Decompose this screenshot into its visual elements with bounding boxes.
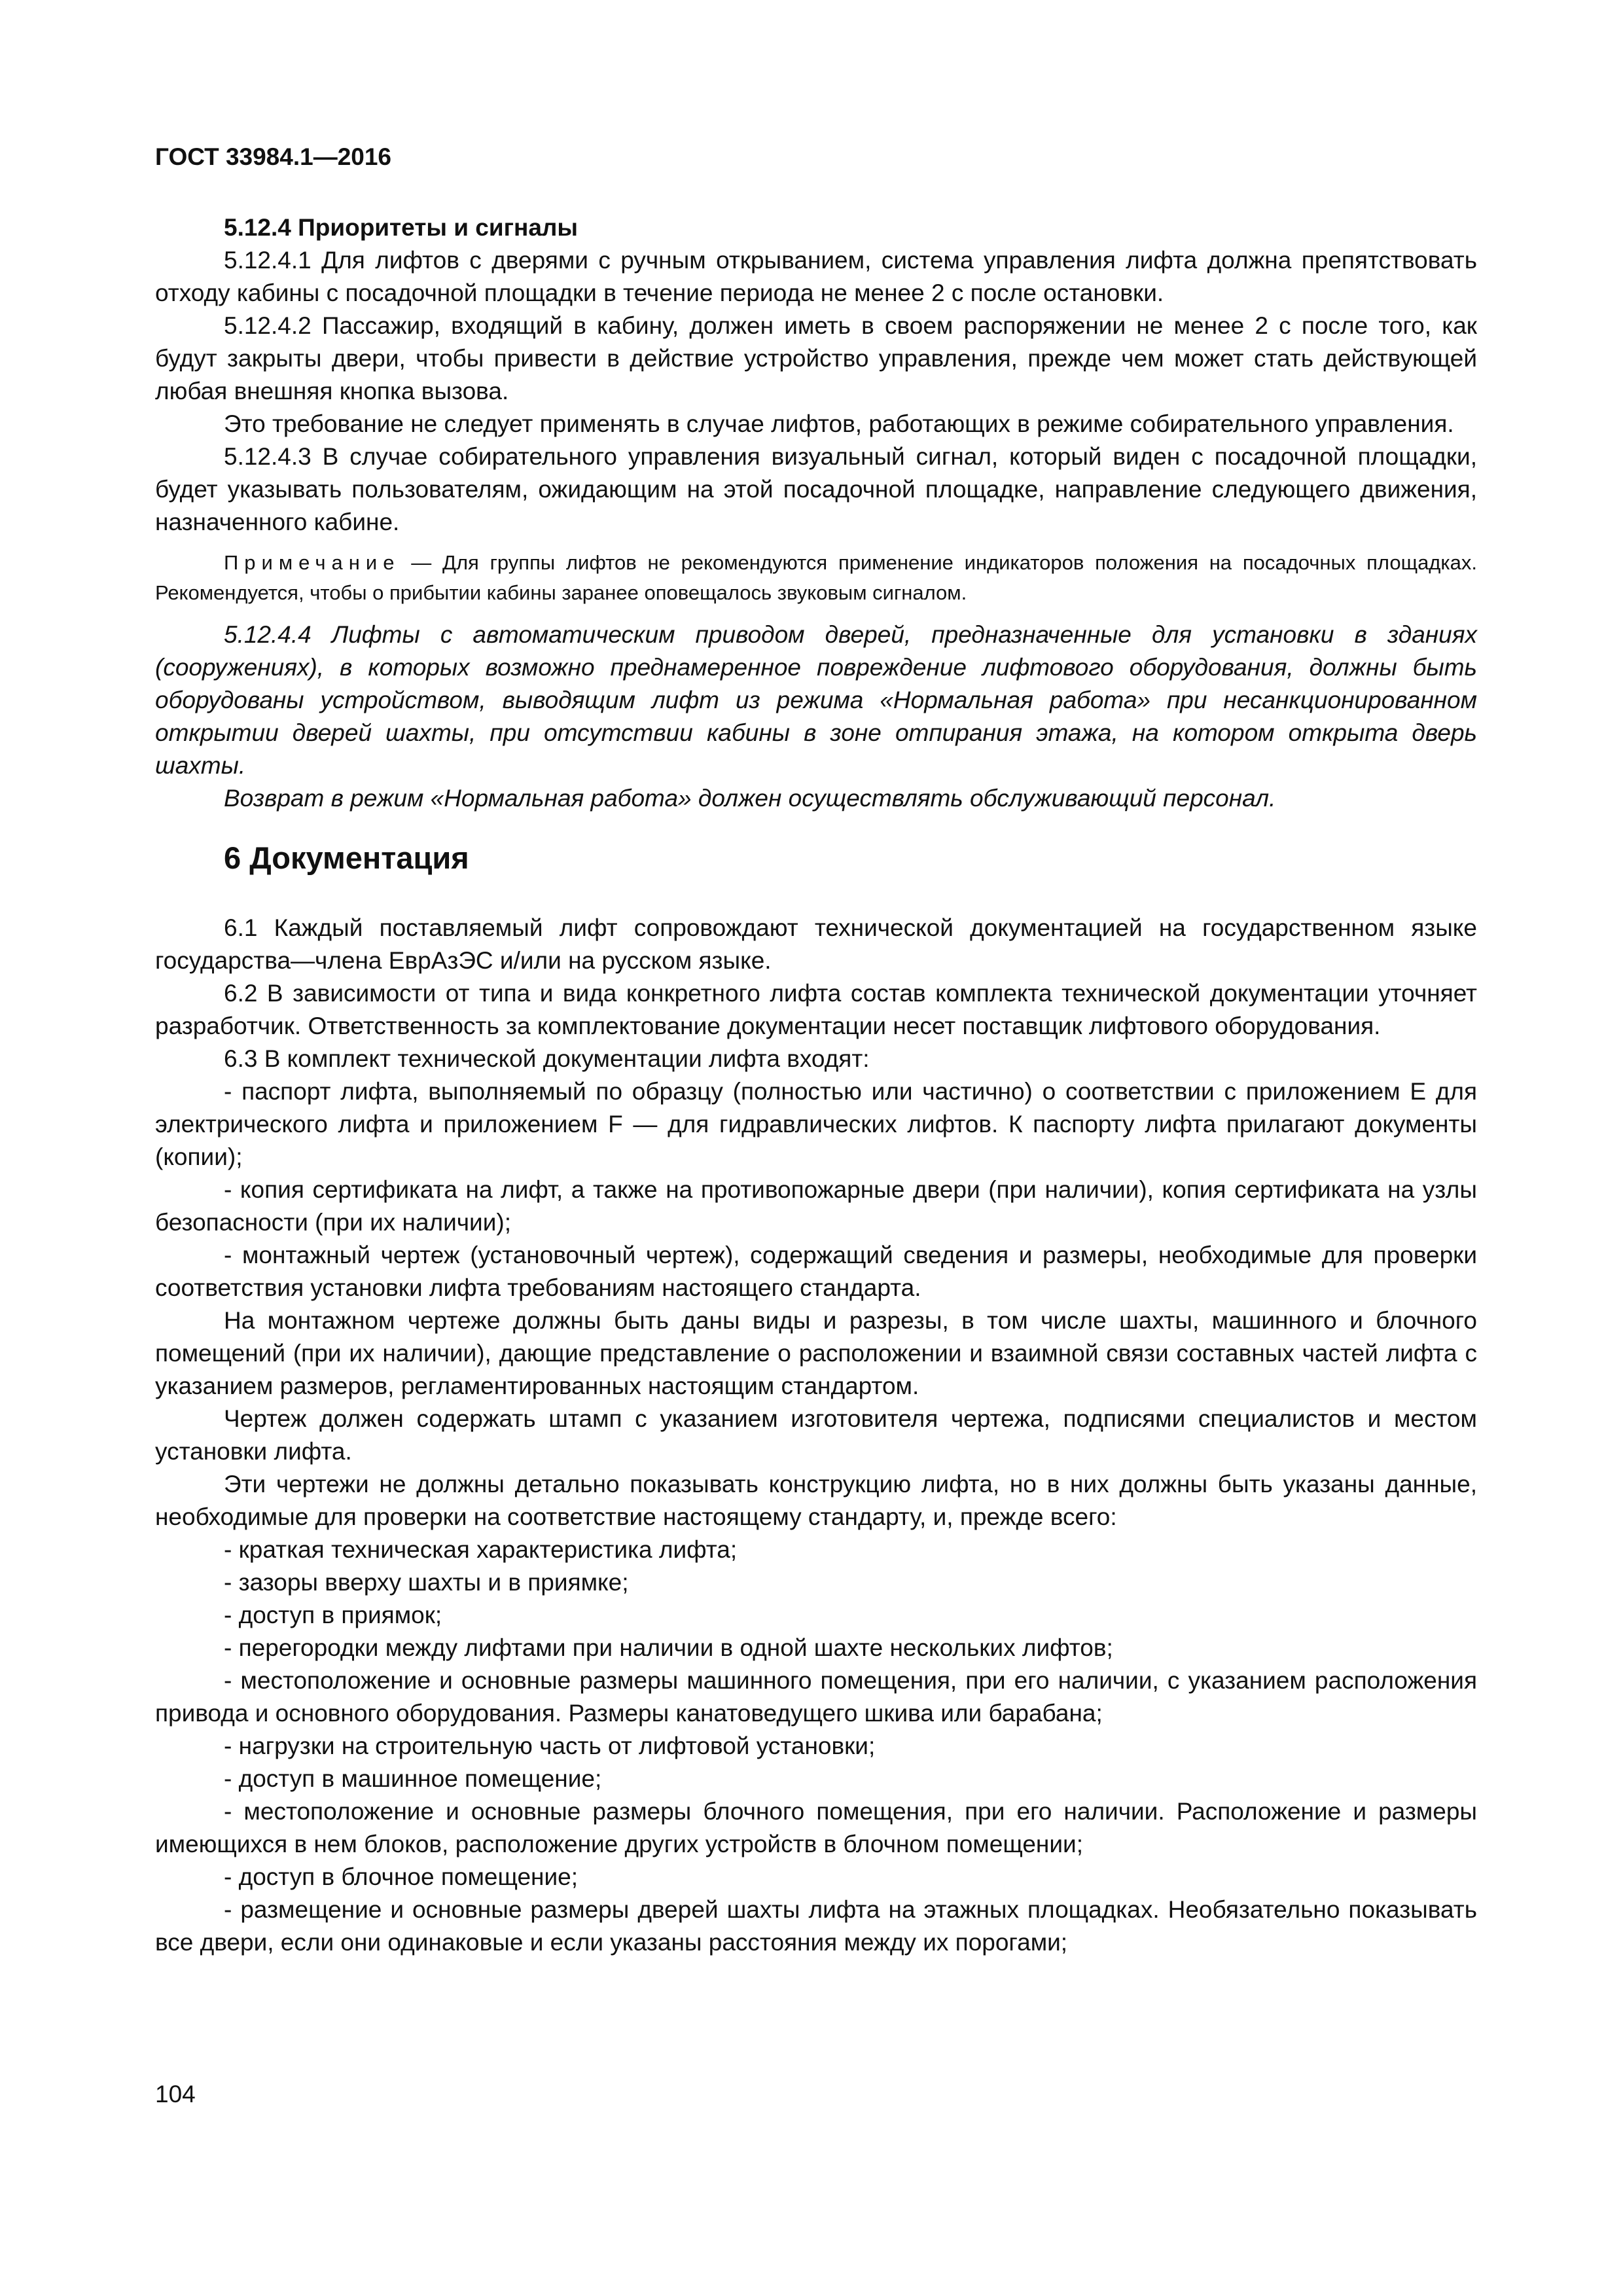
paragraph-5-12-4-3: 5.12.4.3 В случае собирательного управления визуальный сигнал, который виден с посадочной площадки, будет указывать пользователям, ожидающим на этой посадочной площадке, направление следующего движения, назначенного кабине. <box>155 443 1477 535</box>
paragraph-5-12-4-4: 5.12.4.4 Лифты с автоматическим приводом дверей, предназначенные для установки в зданиях (сооружениях), в которых возможно преднамеренное повреждение лифтового оборудования, должны быть оборудованы устройством, выводящим лифт из режима «Нормальная работа» при несанкционированном открытии дверей шахты, при отсутствии кабины в зоне отпирания этажа, на котором открыта дверь шахты. <box>155 621 1477 779</box>
note-text: — Для группы лифтов не рекомендуются применение индикаторов положения на посадочных площадках. Рекомендуется, чтобы о прибытии кабины заранее оповещалось звуковым сигналом. <box>155 551 1477 604</box>
list-item: - зазоры вверху шахты и в приямке; <box>224 1569 629 1596</box>
italic-amendment-block <box>155 619 1477 815</box>
document-id-header: ГОСТ 33984.1—2016 <box>155 143 392 170</box>
paragraph-6-1: 6.1 Каждый поставляемый лифт сопровождают технической документацией на государственном языке государства—члена ЕврАзЭС и/или на русском языке. <box>155 914 1477 974</box>
paragraph-requirement-note: Это требование не следует применять в случае лифтов, работающих в режиме собирательного управления. <box>224 410 1454 437</box>
page-number: 104 <box>155 2081 196 2108</box>
list-item: - копия сертификата на лифт, а также на противопожарные двери (при наличии), копия сертификата на узлы безопасности (при их наличии); <box>155 1176 1477 1236</box>
list-item: - местоположение и основные размеры блочного помещения, при его наличии. Расположение и размеры имеющихся в нем блоков, расположение других устройств в блочном помещении; <box>155 1798 1477 1857</box>
section-6 <box>155 912 1477 1959</box>
list-item: - размещение и основные размеры дверей шахты лифта на этажных площадках. Необязательно показывать все двери, если они одинаковые и если указаны расстояния между их порогами; <box>155 1896 1477 1956</box>
paragraph-return-normal-mode: Возврат в режим «Нормальная работа» должен осуществлять обслуживающий персонал. <box>224 785 1276 812</box>
paragraph-drawing-views: На монтажном чертеже должны быть даны виды и разрезы, в том числе шахты, машинного и блочного помещений (при их наличии), дающие представление о расположении и взаимной связи составных частей лифта с указанием размеров, регламентированных настоящим стандартом. <box>155 1307 1477 1399</box>
paragraph-5-12-4-1: 5.12.4.1 Для лифтов с дверями с ручным открыванием, система управления лифта должна препятствовать отходу кабины с посадочной площадки в течение периода не менее 2 с после остановки. <box>155 247 1477 306</box>
chapter-title: 6 Документация <box>224 840 469 875</box>
note-label: Примечание <box>224 551 401 574</box>
paragraph-6-3: 6.3 В комплект технической документации лифта входят: <box>224 1045 870 1072</box>
list-item: - доступ в приямок; <box>224 1602 442 1628</box>
list-item: - краткая техническая характеристика лифта; <box>224 1536 738 1563</box>
list-item: - доступ в машинное помещение; <box>224 1765 602 1792</box>
list-item: - монтажный чертеж (установочный чертеж), содержащий сведения и размеры, необходимые для проверки соответствия установки лифта требованиям настоящего стандарта. <box>155 1242 1477 1301</box>
paragraph-drawing-stamp: Чертеж должен содержать штамп с указанием изготовителя чертежа, подписями специалистов и местом установки лифта. <box>155 1405 1477 1465</box>
section-5-12-4 <box>155 211 1477 815</box>
paragraph-6-2: 6.2 В зависимости от типа и вида конкретного лифта состав комплекта технической документации уточняет разработчик. Ответственность за комплектование документации несет поставщик лифтового оборудования. <box>155 980 1477 1039</box>
paragraph-drawing-contents: Эти чертежи не должны детально показывать конструкцию лифта, но в них должны быть указаны данные, необходимые для проверки на соответствие настоящему стандарту, и, прежде всего: <box>155 1471 1477 1530</box>
list-item: - нагрузки на строительную часть от лифтовой установки; <box>224 1732 876 1759</box>
list-item: - паспорт лифта, выполняемый по образцу (полностью или частично) о соответствии с приложением Е для электрического лифта и приложением F — для гидравлических лифтов. К паспорту лифта прилагают документы (копии); <box>155 1078 1477 1170</box>
document-page <box>155 141 1477 1959</box>
note-block <box>155 548 1477 608</box>
list-item: - местоположение и основные размеры машинного помещения, при его наличии, с указанием расположения привода и основного оборудования. Размеры канатоведущего шкива или барабана; <box>155 1667 1477 1727</box>
list-item: - перегородки между лифтами при наличии в одной шахте нескольких лифтов; <box>224 1634 1113 1661</box>
subsection-heading: 5.12.4 Приоритеты и сигналы <box>224 214 579 241</box>
list-item: - доступ в блочное помещение; <box>224 1863 579 1890</box>
paragraph-5-12-4-2: 5.12.4.2 Пассажир, входящий в кабину, должен иметь в своем распоряжении не менее 2 с после того, как будут закрыты двери, чтобы привести в действие устройство управления, прежде чем может стать действующей любая внешняя кнопка вызова. <box>155 312 1477 404</box>
